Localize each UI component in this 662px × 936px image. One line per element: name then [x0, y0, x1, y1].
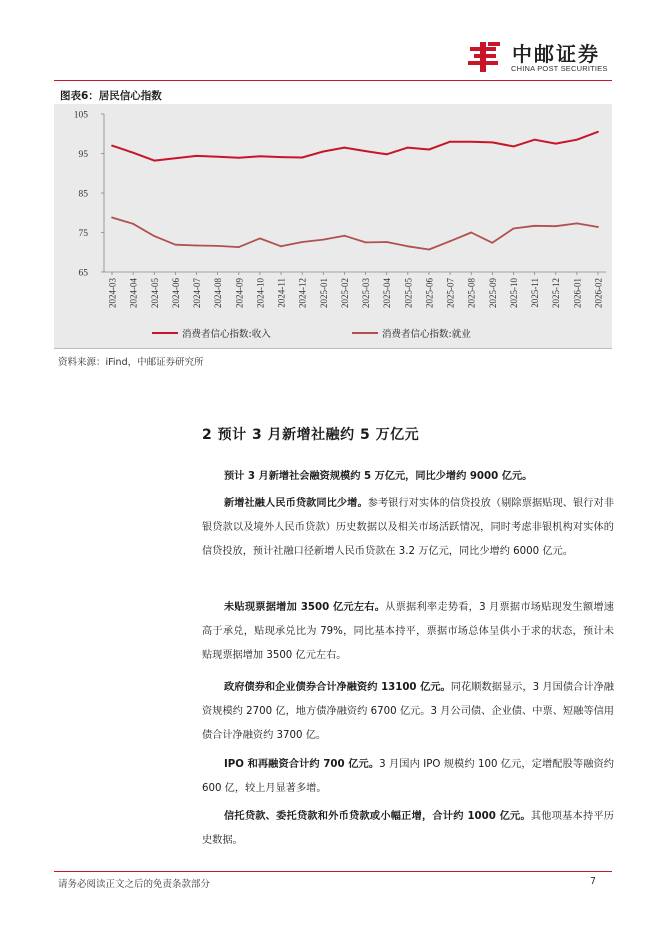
series-1-point [449, 141, 451, 143]
series-1-point [428, 149, 430, 151]
legend-label-1: 消费者信心指数:收入 [182, 329, 271, 340]
series-2-point [259, 238, 261, 240]
series-2-point [132, 223, 134, 225]
paragraph-2-lead: 新增社融人民币贷款同比少增。 [224, 498, 368, 509]
series-1-point [301, 157, 303, 159]
series-1-point [555, 143, 557, 145]
y-tick-label: 85 [78, 189, 88, 200]
x-tick-label: 2025-11 [530, 278, 541, 308]
paragraph-5 [202, 753, 614, 801]
paragraph-5-body: 3 月国内 IPO 规模约 100 亿元，定增配股等融资约 600 亿，较上月显著多增。 [202, 759, 614, 795]
paragraph-4 [202, 676, 614, 749]
paragraph-6-lead: 信托贷款、委托贷款和外币贷款或小幅正增，合计约 1000 亿元。 [224, 811, 531, 822]
series-2-point [322, 239, 324, 241]
x-tick-label: 2025-03 [361, 278, 372, 308]
series-1-point [534, 139, 536, 141]
x-tick-label: 2025-01 [318, 278, 329, 308]
series-1-point [386, 153, 388, 155]
series-1-point [513, 145, 515, 147]
x-tick-label: 2024-06 [170, 278, 181, 308]
series-1-point [132, 152, 134, 154]
x-tick-label: 2025-09 [487, 278, 498, 308]
series-1-point [174, 157, 176, 159]
series-1-point [407, 147, 409, 149]
x-tick-label: 2025-05 [403, 278, 414, 308]
paragraph-3-body: 从票据利率走势看，3 月票据市场贴现发生额增速高于承兑，贴现承兑比为 79%，同比基本持平，票据市场总体呈供小于求的状态，预计未贴现票据增加 3500 亿元左右。 [202, 602, 614, 662]
paragraph-3-lead: 未贴现票据增加 3500 亿元左右。 [224, 602, 386, 613]
series-1-point [365, 150, 367, 152]
footer-disclaimer: 请务必阅读正文之后的免责条款部分 [58, 879, 211, 890]
series-line-1 [112, 132, 598, 161]
series-2-point [280, 245, 282, 247]
series-2-point [597, 226, 599, 228]
x-tick-label: 2026-02 [593, 278, 604, 308]
x-tick-label: 2024-08 [213, 278, 224, 308]
series-2-point [217, 245, 219, 247]
x-tick-label: 2025-04 [382, 278, 393, 308]
y-tick-label: 105 [73, 110, 88, 121]
chart-axes [74, 111, 606, 309]
figure-source: 资料来源：iFind，中邮证券研究所 [58, 357, 204, 368]
x-tick-label: 2024-04 [128, 278, 139, 308]
series-1-point [196, 155, 198, 157]
series-2-point [407, 245, 409, 247]
y-tick-label: 95 [78, 150, 88, 160]
x-tick-label: 2024-10 [255, 278, 266, 308]
series-2-point [365, 241, 367, 243]
chart-legend [152, 328, 471, 340]
source-rule [54, 348, 612, 349]
series-2-point [470, 232, 472, 234]
paragraph-6-body: 其他项基本持平历史数据。 [202, 811, 614, 847]
series-2-point [196, 245, 198, 247]
x-tick-label: 2025-07 [445, 278, 456, 308]
series-2-point [111, 217, 113, 219]
x-tick-label: 2024-05 [149, 278, 160, 308]
series-2-point [153, 235, 155, 237]
series-2-point [428, 249, 430, 251]
paragraph-1 [202, 465, 614, 489]
series-2-point [555, 225, 557, 227]
series-2-point [513, 228, 515, 230]
series-2-point [534, 225, 536, 227]
series-2-point [344, 235, 346, 237]
series-2-point [238, 246, 240, 248]
series-1-point [470, 141, 472, 143]
confidence-index-chart [54, 104, 612, 348]
x-tick-label: 2025-08 [466, 278, 477, 308]
paragraph-4-lead: 政府债券和企业债券合计净融资约 13100 亿元。 [224, 682, 451, 693]
series-1-point [238, 157, 240, 159]
figure-title: 图表6：居民信心指数 [60, 90, 162, 102]
series-2-point [576, 223, 578, 225]
series-2-point [386, 241, 388, 243]
section-heading: 2 预计 3 月新增社融约 5 万亿元 [202, 427, 420, 443]
paragraph-2-body: 参考银行对实体的信贷投放（剔除票据贴现、银行对非银贷款以及境外人民币贷款）历史数据以及相关市场活跃情况，同时考虑非银机构对实体的信贷投放，预计社融口径新增人民币贷款在 3.2 万亿元，同比少增约 6000 亿元。 [202, 498, 615, 558]
paragraph-6 [202, 805, 614, 853]
paragraph-2 [202, 492, 614, 565]
x-tick-label: 2025-10 [508, 278, 519, 308]
x-tick-label: 2025-06 [424, 278, 435, 308]
logo-wordmark-cn: 中邮证券 [512, 42, 600, 66]
x-tick-label: 2025-02 [339, 278, 350, 308]
series-2-point [301, 241, 303, 243]
series-2-point [491, 242, 493, 244]
series-2-point [174, 244, 176, 246]
series-1-point [576, 139, 578, 141]
x-tick-label: 2024-12 [297, 278, 308, 308]
x-tick-label: 2026-01 [572, 278, 583, 308]
series-1-point [344, 147, 346, 149]
paragraph-3 [202, 596, 614, 669]
header-rule [54, 80, 612, 81]
series-1-point [597, 131, 599, 133]
series-1-point [280, 156, 282, 158]
logo-wordmark-en: CHINA POST SECURITIES [511, 64, 608, 73]
y-tick-label: 75 [78, 229, 88, 239]
series-1-point [322, 151, 324, 153]
x-tick-label: 2024-07 [192, 278, 203, 308]
series-line-2 [112, 218, 598, 250]
paragraph-1-lead: 预计 3 月新增社会融资规模约 5 万亿元，同比少增约 9000 亿元。 [224, 471, 533, 482]
x-tick-label: 2024-09 [234, 278, 245, 308]
page-number: 7 [590, 876, 597, 887]
paragraph-5-lead: IPO 和再融资合计约 700 亿元。 [224, 759, 380, 770]
x-tick-label: 2024-03 [107, 278, 118, 308]
series-1-point [491, 142, 493, 144]
series-2-point [449, 240, 451, 242]
chart-container [54, 104, 612, 348]
series-1-point [111, 145, 113, 147]
series-1-point [259, 155, 261, 157]
paragraph-4-body: 同花顺数据显示，3 月国债合计净融资规模约 2700 亿，地方债净融资约 6700 亿元。3 月公司债、企业债、中票、短融等信用债合计净融资约 3700 亿。 [202, 682, 614, 742]
series-1-point [153, 160, 155, 162]
chart-lines [111, 131, 599, 251]
x-tick-label: 2025-12 [551, 278, 562, 308]
y-tick-label: 65 [78, 268, 88, 279]
series-1-point [217, 156, 219, 158]
legend-label-2: 消费者信心指数:就业 [382, 329, 471, 340]
x-tick-label: 2024-11 [276, 278, 287, 308]
footer-rule [54, 871, 612, 872]
